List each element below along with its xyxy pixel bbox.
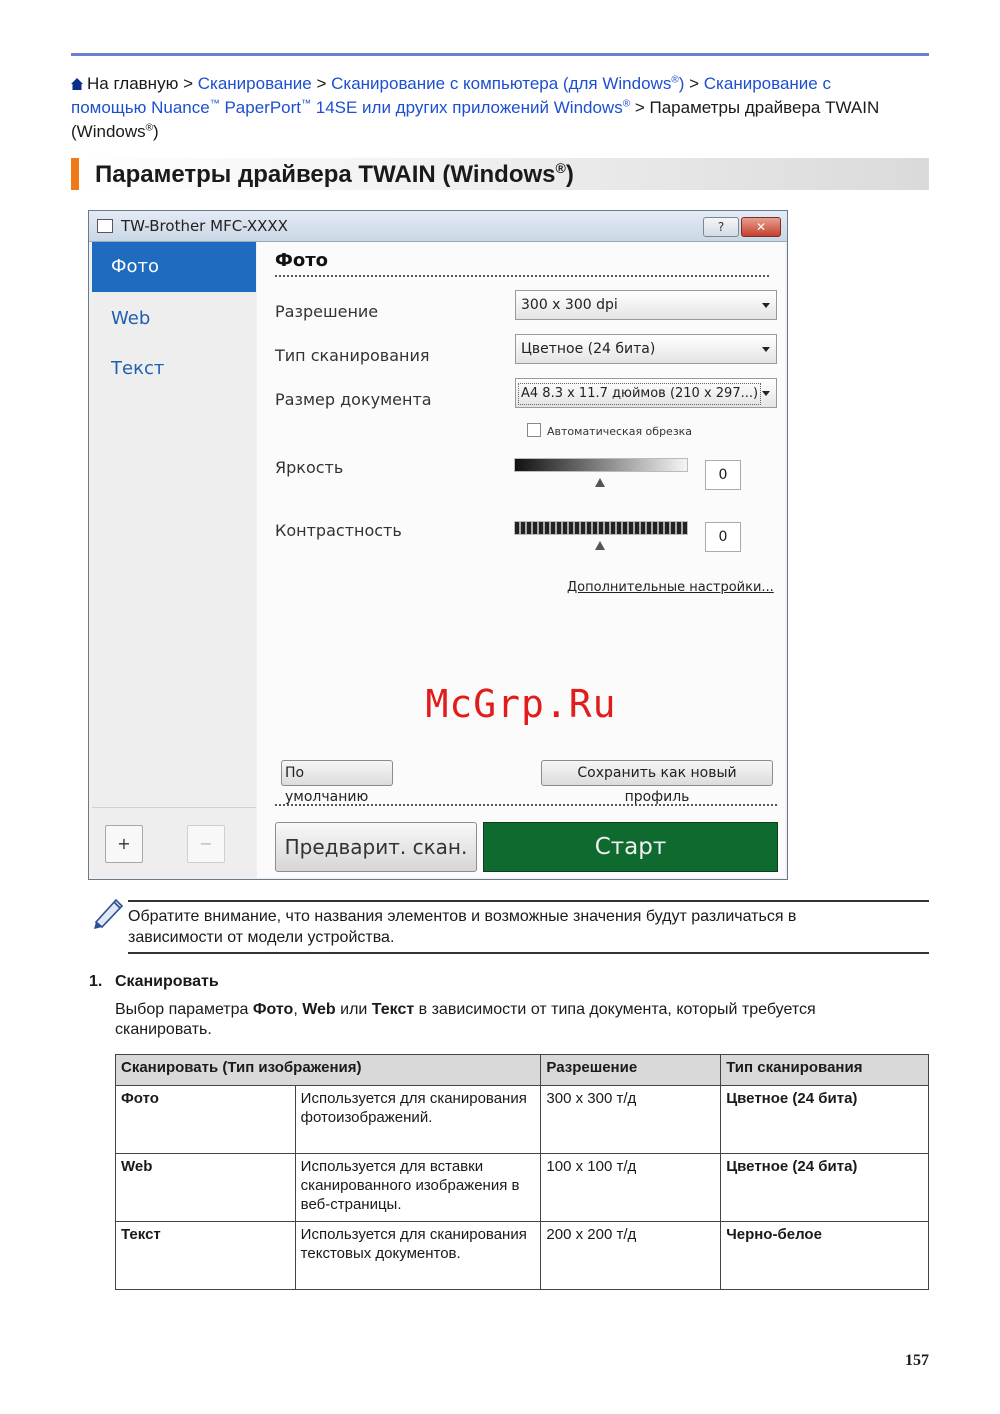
desc-bold: Текст <box>371 1001 415 1018</box>
remove-profile-button[interactable]: − <box>187 825 225 863</box>
registered-mark: ® <box>145 122 153 134</box>
page-title <box>95 159 574 191</box>
sidebar-item-photo[interactable]: Фото <box>92 242 256 292</box>
table-cell: Используется для сканирования фотоизображений. <box>295 1086 541 1154</box>
contrast-slider-thumb[interactable] <box>595 541 605 550</box>
heading-accent-bar <box>71 158 79 190</box>
note-bottom-rule <box>128 952 929 954</box>
registered-mark: ® <box>622 98 631 110</box>
table-header: Сканировать (Тип изображения) <box>116 1055 541 1086</box>
table-cell: Черно-белое <box>721 1222 929 1290</box>
table-cell: Цветное (24 бита) <box>721 1086 929 1154</box>
breadcrumb-link-text: Сканирование с <box>703 74 831 93</box>
chevron-down-icon <box>762 347 770 352</box>
page-heading <box>71 158 929 190</box>
item-description <box>115 1000 905 1040</box>
contrast-slider[interactable] <box>514 521 688 535</box>
table-cell: Используется для сканирования текстовых документов. <box>295 1222 541 1290</box>
app-window-icon <box>97 219 113 233</box>
table-cell: Текст <box>116 1222 296 1290</box>
watermark: McGrp.Ru <box>425 682 617 726</box>
brightness-value[interactable]: 0 <box>705 460 741 490</box>
contrast-label: Контрастность <box>275 521 402 540</box>
page-title-text: Параметры драйвера TWAIN (Windows <box>95 161 556 188</box>
contrast-value[interactable]: 0 <box>705 522 741 552</box>
note-top-rule <box>128 900 929 902</box>
scan-types-table <box>115 1054 929 1290</box>
desc-text: Выбор параметра <box>115 1001 253 1018</box>
table-header-row <box>116 1055 929 1086</box>
desc-text: или <box>335 1001 372 1018</box>
dotted-divider <box>275 804 777 806</box>
table-cell: Фото <box>116 1086 296 1154</box>
desc-text: в зависимости от типа документа, который требуется сканировать. <box>115 1001 816 1038</box>
advanced-settings-link[interactable]: Дополнительные настройки... <box>567 580 774 595</box>
scan-type-value: Цветное (24 бита) <box>521 341 656 357</box>
table-row <box>116 1086 929 1154</box>
profile-sidebar <box>92 242 256 878</box>
breadcrumb-scan[interactable]: Сканирование <box>197 74 312 93</box>
sidebar-divider <box>92 807 256 808</box>
breadcrumb-home[interactable]: На главную <box>87 74 179 93</box>
page-title-text: ) <box>565 161 574 188</box>
trademark-mark: ™ <box>209 98 220 110</box>
desc-bold: Web <box>302 1001 336 1018</box>
pencil-note-icon <box>90 894 126 930</box>
breadcrumb-link-text: PaperPort <box>224 98 301 117</box>
breadcrumb-link-text: ) <box>678 74 685 93</box>
document-size-select[interactable] <box>515 378 777 408</box>
document-size-label: Размер документа <box>275 390 432 409</box>
breadcrumb-link-text: 14SE или других приложений Windows <box>315 98 623 117</box>
table-cell: 300 x 300 т/д <box>541 1086 721 1154</box>
sidebar-item-text[interactable]: Текст <box>111 358 165 379</box>
trademark-mark: ™ <box>301 98 311 110</box>
document-size-value: A4 8.3 x 11.7 дюймов (210 x 297...) <box>518 383 761 405</box>
table-cell: 100 x 100 т/д <box>541 1154 721 1222</box>
auto-crop-label: Автоматическая обрезка <box>547 425 693 438</box>
dialog-title: TW-Brother MFC-XXXX <box>121 217 288 235</box>
table-header: Тип сканирования <box>721 1055 929 1086</box>
breadcrumb-sep: > <box>316 74 327 93</box>
table-cell: Цветное (24 бита) <box>721 1154 929 1222</box>
table-cell: Используется для вставки сканированного изображения в веб-страницы. <box>295 1154 541 1222</box>
breadcrumb-sep: > <box>689 74 700 93</box>
close-button[interactable]: ✕ <box>741 217 781 237</box>
breadcrumb-link-text: помощью Nuance <box>71 98 210 117</box>
breadcrumb-sep: > <box>634 98 645 117</box>
breadcrumb-current: ) <box>153 122 159 141</box>
chevron-down-icon <box>762 391 770 396</box>
twain-dialog <box>88 210 788 880</box>
checkbox-box[interactable] <box>527 423 541 437</box>
desc-bold: Фото <box>252 1001 294 1018</box>
breadcrumb-link-text: Сканирование с компьютера (для Windows <box>331 74 672 93</box>
brightness-label: Яркость <box>275 458 344 477</box>
registered-mark: ® <box>671 74 679 86</box>
breadcrumb <box>71 72 931 144</box>
breadcrumb-scan-from-pc[interactable] <box>331 74 684 93</box>
note-text: Обратите внимание, что названия элементов и возможные значения будут различаться в зависимости от модели устройства. <box>128 908 797 946</box>
scan-type-select[interactable] <box>515 334 777 364</box>
start-button[interactable]: Старт <box>483 822 778 872</box>
resolution-label: Разрешение <box>275 302 379 321</box>
default-button[interactable]: По умолчанию <box>281 760 393 786</box>
table-row <box>116 1222 929 1290</box>
table-cell: Web <box>116 1154 296 1222</box>
scan-type-label: Тип сканирования <box>275 346 430 365</box>
chevron-down-icon <box>762 303 770 308</box>
settings-panel <box>257 242 785 878</box>
auto-crop-checkbox[interactable] <box>527 423 692 438</box>
dotted-divider <box>275 275 769 277</box>
help-button[interactable]: ? <box>703 217 739 237</box>
home-icon[interactable] <box>71 78 83 90</box>
item-number: 1. <box>89 973 103 990</box>
section-heading <box>89 973 219 991</box>
add-profile-button[interactable]: + <box>105 825 143 863</box>
brightness-slider[interactable] <box>514 458 688 472</box>
table-header: Разрешение <box>541 1055 721 1086</box>
registered-mark: ® <box>555 160 566 176</box>
section-title: Фото <box>275 250 329 271</box>
page-number: 157 <box>905 1352 929 1369</box>
preview-scan-button[interactable]: Предварит. скан. <box>275 822 477 872</box>
top-rule <box>71 53 929 56</box>
save-profile-button[interactable]: Сохранить как новый профиль <box>541 760 773 786</box>
breadcrumb-current: Параметры драйвера TWAIN <box>649 98 880 117</box>
table-cell: 200 x 200 т/д <box>541 1222 721 1290</box>
item-title: Сканировать <box>115 973 219 990</box>
desc-text: , <box>293 1001 303 1018</box>
breadcrumb-current: (Windows <box>71 122 146 141</box>
sidebar-item-web[interactable]: Web <box>111 308 151 329</box>
dialog-titlebar <box>89 211 787 242</box>
resolution-select[interactable] <box>515 290 777 320</box>
resolution-value: 300 x 300 dpi <box>521 297 618 313</box>
table-row <box>116 1154 929 1222</box>
breadcrumb-sep: > <box>183 74 193 93</box>
brightness-slider-thumb[interactable] <box>595 478 605 487</box>
note-box <box>88 896 929 954</box>
